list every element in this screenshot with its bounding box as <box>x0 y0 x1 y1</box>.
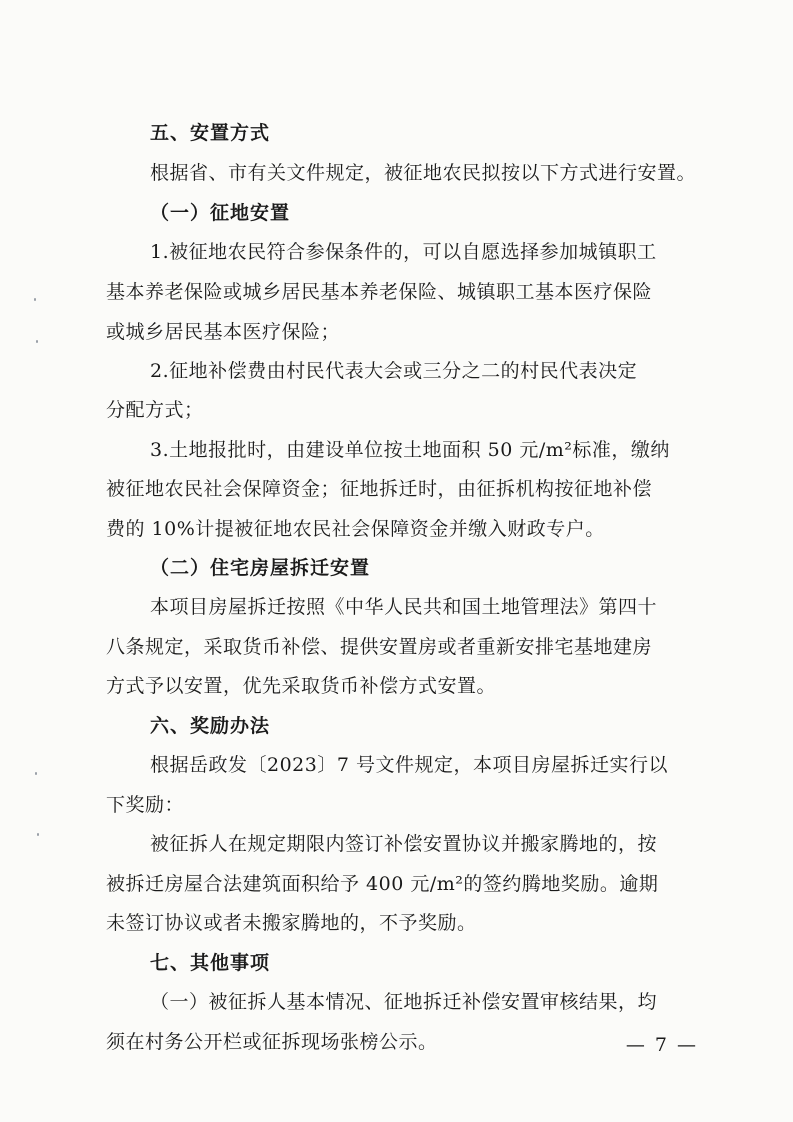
section-heading-resettlement-method: 五、安置方式 <box>150 122 271 144</box>
paragraph-line: 1.被征地农民符合参保条件的，可以自愿选择参加城镇职工 <box>150 241 657 263</box>
scan-speck <box>37 833 39 836</box>
section-heading-reward-method: 六、奖励办法 <box>150 715 271 737</box>
paragraph-line: 根据省、市有关文件规定，被征地农民拟按以下方式进行安置。 <box>150 162 697 184</box>
paragraph-line: 被征拆人在规定期限内签订补偿安置协议并搬家腾地的，按 <box>150 833 658 855</box>
paragraph-line: （一）被征拆人基本情况、征地拆迁补偿安置审核结果，均 <box>150 991 658 1013</box>
paragraph-line: 本项目房屋拆迁按照《中华人民共和国土地管理法》第四十 <box>150 596 658 618</box>
paragraph-line: 八条规定，采取货币补偿、提供安置房或者重新安排宅基地建房 <box>106 636 653 658</box>
section-heading-other-matters: 七、其他事项 <box>150 952 271 974</box>
paragraph-line: 2.征地补偿费由村民代表大会或三分之二的村民代表决定 <box>150 360 638 382</box>
paragraph-line: 或城乡居民基本医疗保险； <box>106 321 341 343</box>
paragraph-line: 须在村务公开栏或征拆现场张榜公示。 <box>106 1031 438 1053</box>
scan-speck <box>36 340 38 343</box>
subheading-land-acquisition-resettlement: （一）征地安置 <box>150 202 291 224</box>
paragraph-line: 3.土地报批时，由建设单位按土地面积 50 元/m²标准，缴纳 <box>150 439 670 461</box>
page-number: — 7 — <box>625 1034 698 1056</box>
paragraph-line: 分配方式； <box>106 399 204 421</box>
scan-speck <box>34 298 36 301</box>
subheading-residential-demolition: （二）住宅房屋拆迁安置 <box>150 557 371 579</box>
paragraph-line: 被征地农民社会保障资金；征地拆迁时，由征拆机构按征地补偿 <box>106 478 653 500</box>
paragraph-line: 基本养老保险或城乡居民基本养老保险、城镇职工基本医疗保险 <box>106 281 653 303</box>
paragraph-line: 下奖励： <box>106 794 185 816</box>
paragraph-line: 费的 10%计提被征地农民社会保障资金并缴入财政专户。 <box>106 518 605 540</box>
paragraph-line: 未签订协议或者未搬家腾地的，不予奖励。 <box>106 912 477 934</box>
scan-speck <box>35 772 37 775</box>
paragraph-line: 根据岳政发〔2023〕7 号文件规定，本项目房屋拆迁实行以 <box>150 754 668 776</box>
paragraph-line: 方式予以安置，优先采取货币补偿方式安置。 <box>106 675 497 697</box>
paragraph-line: 被拆迁房屋合法建筑面积给予 400 元/m²的签约腾地奖励。逾期 <box>106 873 659 895</box>
